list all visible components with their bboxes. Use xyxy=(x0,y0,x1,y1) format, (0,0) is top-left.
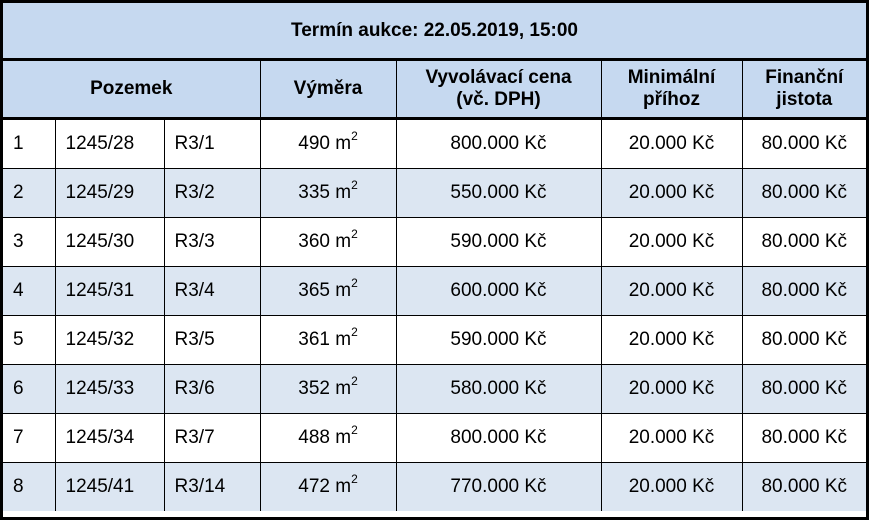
area-unit: m xyxy=(335,182,352,203)
plot-code: R3/1 xyxy=(164,119,260,169)
header-cena-line2: (vč. DPH) xyxy=(456,89,541,110)
starting-price: 590.000 Kč xyxy=(396,218,601,267)
area-unit-exponent: 2 xyxy=(351,226,358,241)
parcel-number: 1245/30 xyxy=(55,218,164,267)
plot-code: R3/14 xyxy=(164,463,260,512)
row-number: 4 xyxy=(3,267,55,316)
header-jistota-line1: Finanční xyxy=(765,67,844,88)
minimum-bid: 20.000 Kč xyxy=(601,218,742,267)
starting-price: 600.000 Kč xyxy=(396,267,601,316)
header-cena-line1: Vyvolávací cena xyxy=(425,67,572,88)
area-unit-exponent: 2 xyxy=(351,128,358,143)
minimum-bid: 20.000 Kč xyxy=(601,267,742,316)
starting-price: 770.000 Kč xyxy=(396,463,601,512)
minimum-bid: 20.000 Kč xyxy=(601,365,742,414)
row-number: 6 xyxy=(3,365,55,414)
table-body xyxy=(3,119,866,512)
area-unit: m xyxy=(335,133,352,154)
minimum-bid: 20.000 Kč xyxy=(601,119,742,169)
financial-deposit: 80.000 Kč xyxy=(742,414,866,463)
area-value: 488 xyxy=(298,427,330,448)
area-cell xyxy=(260,119,396,169)
area-unit: m xyxy=(335,329,352,350)
plot-code: R3/6 xyxy=(164,365,260,414)
area-unit-exponent: 2 xyxy=(351,324,358,339)
minimum-bid: 20.000 Kč xyxy=(601,316,742,365)
financial-deposit: 80.000 Kč xyxy=(742,365,866,414)
plot-code: R3/5 xyxy=(164,316,260,365)
header-pozemek: Pozemek xyxy=(3,60,260,119)
table-row xyxy=(3,169,866,218)
plot-code: R3/7 xyxy=(164,414,260,463)
area-cell xyxy=(260,316,396,365)
area-value: 335 xyxy=(298,182,330,203)
table-row xyxy=(3,119,866,169)
table-row xyxy=(3,316,866,365)
title-row xyxy=(3,3,866,60)
area-unit-exponent: 2 xyxy=(351,422,358,437)
area-unit: m xyxy=(335,231,352,252)
area-cell xyxy=(260,463,396,512)
plot-code: R3/4 xyxy=(164,267,260,316)
financial-deposit: 80.000 Kč xyxy=(742,463,866,512)
area-unit-exponent: 2 xyxy=(351,373,358,388)
row-number: 1 xyxy=(3,119,55,169)
table-row xyxy=(3,414,866,463)
area-unit-exponent: 2 xyxy=(351,275,358,290)
row-number: 5 xyxy=(3,316,55,365)
area-unit: m xyxy=(335,280,352,301)
financial-deposit: 80.000 Kč xyxy=(742,267,866,316)
plot-code: R3/3 xyxy=(164,218,260,267)
row-number: 2 xyxy=(3,169,55,218)
minimum-bid: 20.000 Kč xyxy=(601,463,742,512)
parcel-number: 1245/28 xyxy=(55,119,164,169)
table-row xyxy=(3,267,866,316)
starting-price: 590.000 Kč xyxy=(396,316,601,365)
parcel-number: 1245/34 xyxy=(55,414,164,463)
minimum-bid: 20.000 Kč xyxy=(601,414,742,463)
starting-price: 550.000 Kč xyxy=(396,169,601,218)
area-value: 472 xyxy=(298,476,330,497)
area-value: 361 xyxy=(298,329,330,350)
header-prihoz-line2: příhoz xyxy=(643,89,700,110)
table-row xyxy=(3,218,866,267)
header-vyvolavaci-cena xyxy=(396,60,601,119)
financial-deposit: 80.000 Kč xyxy=(742,169,866,218)
area-cell xyxy=(260,218,396,267)
header-prihoz-line1: Minimální xyxy=(627,67,716,88)
header-row xyxy=(3,60,866,119)
header-jistota-line2: jistota xyxy=(776,89,833,110)
header-vymera: Výměra xyxy=(260,60,396,119)
starting-price: 580.000 Kč xyxy=(396,365,601,414)
parcel-number: 1245/29 xyxy=(55,169,164,218)
financial-deposit: 80.000 Kč xyxy=(742,218,866,267)
parcel-number: 1245/41 xyxy=(55,463,164,512)
table-row xyxy=(3,463,866,512)
row-number: 8 xyxy=(3,463,55,512)
area-unit: m xyxy=(335,476,352,497)
financial-deposit: 80.000 Kč xyxy=(742,119,866,169)
area-value: 365 xyxy=(298,280,330,301)
area-value: 360 xyxy=(298,231,330,252)
auction-date-title: Termín aukce: 22.05.2019, 15:00 xyxy=(3,3,866,60)
starting-price: 800.000 Kč xyxy=(396,119,601,169)
financial-deposit: 80.000 Kč xyxy=(742,316,866,365)
area-value: 490 xyxy=(298,133,330,154)
minimum-bid: 20.000 Kč xyxy=(601,169,742,218)
area-cell xyxy=(260,267,396,316)
auction-table xyxy=(3,3,866,511)
parcel-number: 1245/33 xyxy=(55,365,164,414)
table-row xyxy=(3,365,866,414)
starting-price: 800.000 Kč xyxy=(396,414,601,463)
area-unit-exponent: 2 xyxy=(351,177,358,192)
row-number: 7 xyxy=(3,414,55,463)
area-value: 352 xyxy=(298,378,330,399)
plot-code: R3/2 xyxy=(164,169,260,218)
row-number: 3 xyxy=(3,218,55,267)
area-cell xyxy=(260,414,396,463)
area-cell xyxy=(260,365,396,414)
area-unit-exponent: 2 xyxy=(351,471,358,486)
header-minimalni-prihoz xyxy=(601,60,742,119)
header-financni-jistota xyxy=(742,60,866,119)
parcel-number: 1245/31 xyxy=(55,267,164,316)
area-unit: m xyxy=(335,378,352,399)
area-cell xyxy=(260,169,396,218)
area-unit: m xyxy=(335,427,352,448)
parcel-number: 1245/32 xyxy=(55,316,164,365)
